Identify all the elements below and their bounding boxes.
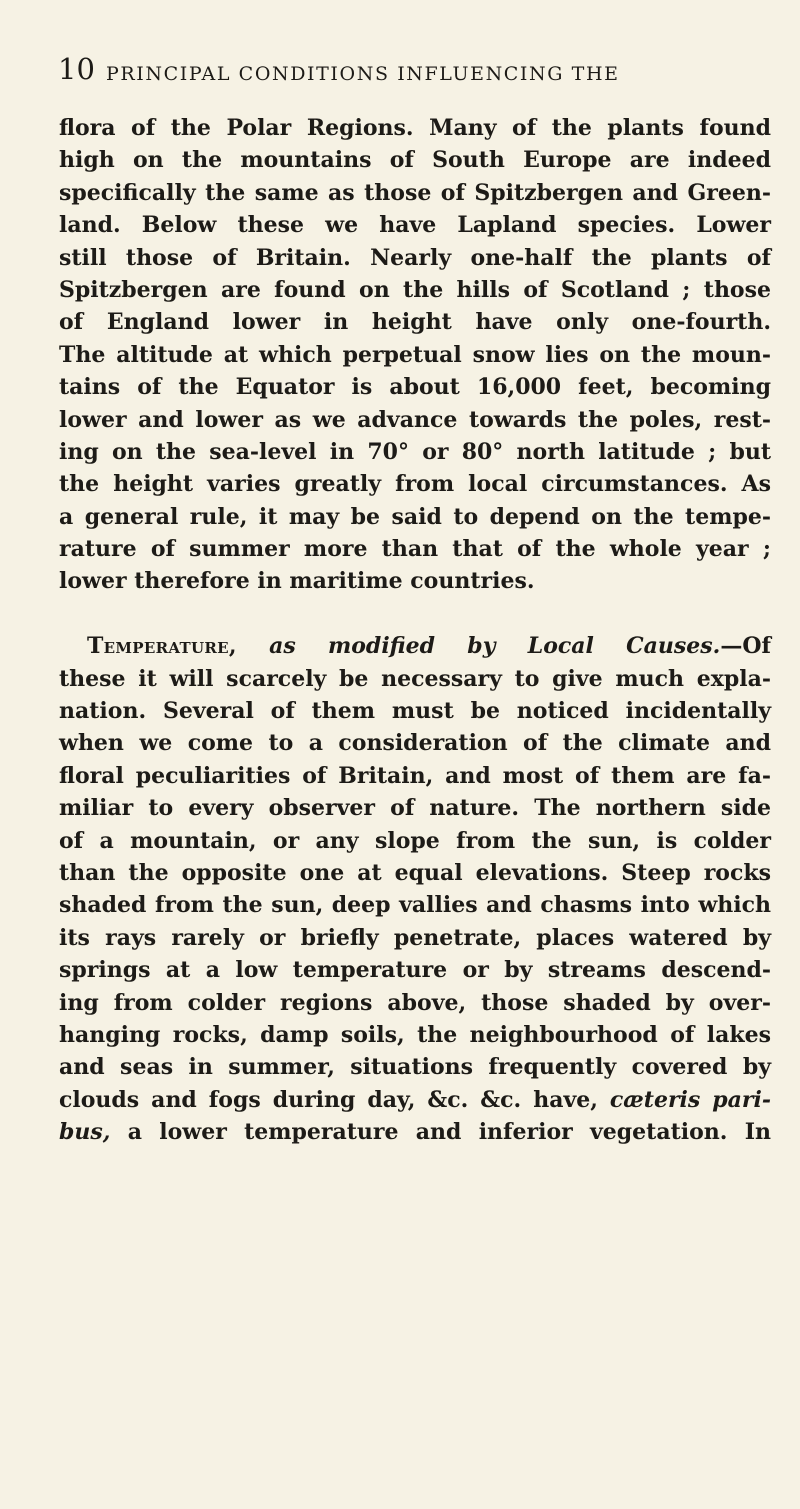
text-line: tains of the Equator is about 16,000 feet, becoming xyxy=(59,374,771,401)
latin-phrase-end: bus, xyxy=(59,1119,111,1146)
text-line: flora of the Polar Regions. Many of the plants found xyxy=(59,115,771,141)
text-line: The altitude at which perpetual snow lies on the moun- xyxy=(59,341,771,368)
latin-phrase: cæteris pari- xyxy=(609,1086,772,1113)
running-head: PRINCIPAL CONDITIONS INFLUENCING THE xyxy=(106,63,620,85)
text-line: specifically the same as those of Spitzbergen and Green- xyxy=(59,179,771,206)
text-line: ing from colder regions above, those shaded by over- xyxy=(59,989,771,1016)
text-line: land. Below these we have Lapland species. Lower xyxy=(59,212,771,239)
text-line: a general rule, it may be said to depend on the tempe- xyxy=(59,503,771,530)
text-segment: a lower temperature and inferior vegetation. In xyxy=(127,1119,771,1146)
text-line-heading xyxy=(59,630,771,662)
text-line: when we come to a consideration of the climate and xyxy=(59,730,771,757)
text-line-latin xyxy=(59,1084,771,1116)
paragraph-temperature xyxy=(59,630,771,1148)
page-header xyxy=(58,52,758,92)
text-line: the height varies greatly from local circumstances. As xyxy=(59,471,771,498)
text-line: lower therefore in maritime countries. xyxy=(59,568,535,595)
section-heading: Temperature, xyxy=(87,633,237,660)
text-line: miliar to every observer of nature. The northern side xyxy=(59,795,771,822)
text-line: high on the mountains of South Europe are indeed xyxy=(59,147,771,174)
paragraph-polar-flora xyxy=(59,112,771,598)
text-line: Spitzbergen are found on the hills of Scotland ; those xyxy=(59,276,771,303)
text-line: nation. Several of them must be noticed incidentally xyxy=(59,698,771,725)
text-line: shaded from the sun, deep vallies and chasms into which xyxy=(59,892,771,919)
text-line: these it will scarcely be necessary to give much expla- xyxy=(59,665,771,692)
text-line: ing on the sea-level in 70° or 80° north latitude ; but xyxy=(59,438,771,465)
page-number: 10 xyxy=(58,52,95,86)
paragraph-gap xyxy=(59,598,771,630)
text-line: still those of Britain. Nearly one-half the plants of xyxy=(59,244,771,271)
text-line-latin-end xyxy=(59,1116,771,1148)
text-line: lower and lower as we advance towards the poles, rest- xyxy=(59,406,771,433)
text-line: hanging rocks, damp soils, the neighbourhood of lakes xyxy=(59,1021,771,1048)
body-text xyxy=(59,112,771,1149)
text-line: of a mountain, or any slope from the sun, is colder xyxy=(59,827,771,854)
text-line: floral peculiarities of Britain, and most of them are fa- xyxy=(59,762,771,789)
text-line: springs at a low temperature or by streams descend- xyxy=(59,957,771,984)
text-line: than the opposite one at equal elevations. Steep rocks xyxy=(59,859,771,886)
text-line: of England lower in height have only one-fourth. xyxy=(59,309,771,336)
section-heading-italic: as modified by Local Causes. xyxy=(269,633,721,660)
text-line: and seas in summer, situations frequently covered by xyxy=(59,1054,771,1081)
text-segment: clouds and fogs during day, &c. &c. have, xyxy=(59,1086,598,1113)
heading-continuation: —Of xyxy=(720,633,771,660)
text-line: rature of summer more than that of the whole year ; xyxy=(59,536,771,563)
text-line: its rays rarely or briefly penetrate, places watered by xyxy=(59,924,771,951)
